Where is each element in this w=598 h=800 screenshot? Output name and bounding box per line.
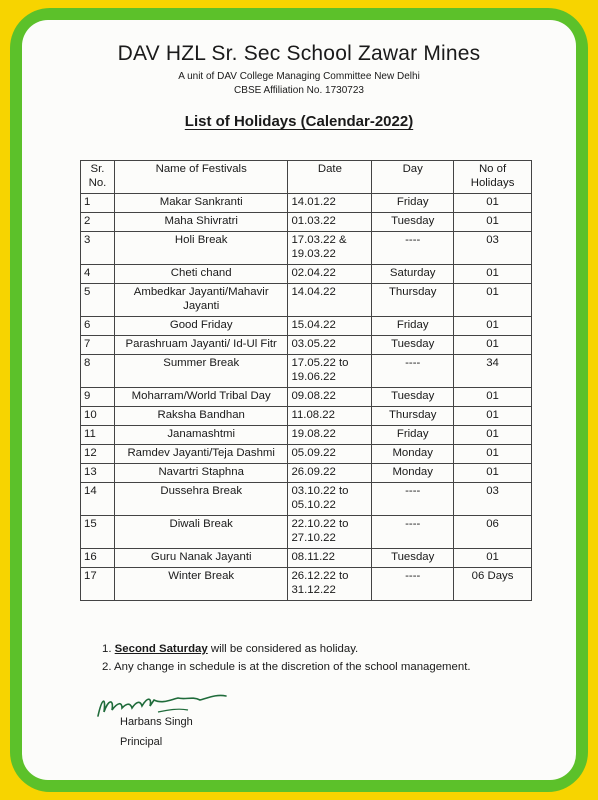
cell-sr-no: 8 [81, 355, 115, 388]
cell-day: Saturday [372, 265, 454, 284]
table-row [81, 549, 532, 568]
table-row [81, 516, 532, 549]
cell-holiday-count: 01 [454, 445, 532, 464]
cell-date: 17.03.22 & 19.03.22 [288, 232, 372, 265]
header-festival-name: Name of Festivals [114, 161, 288, 194]
cell-day: Monday [372, 464, 454, 483]
cell-date: 05.09.22 [288, 445, 372, 464]
cell-holiday-count: 03 [454, 232, 532, 265]
cell-holiday-count: 01 [454, 388, 532, 407]
cell-festival-name: Moharram/World Tribal Day [114, 388, 288, 407]
cell-date: 26.12.22 to 31.12.22 [288, 568, 372, 601]
table-row [81, 407, 532, 426]
cell-date: 14.01.22 [288, 194, 372, 213]
cell-day: Friday [372, 426, 454, 445]
cell-festival-name: Cheti chand [114, 265, 288, 284]
cell-sr-no: 5 [81, 284, 115, 317]
table-row [81, 317, 532, 336]
cell-holiday-count: 06 [454, 516, 532, 549]
cell-sr-no: 16 [81, 549, 115, 568]
cell-day: ---- [372, 516, 454, 549]
cell-festival-name: Dussehra Break [114, 483, 288, 516]
cell-day: Friday [372, 317, 454, 336]
cell-day: Tuesday [372, 549, 454, 568]
cell-holiday-count: 01 [454, 407, 532, 426]
table-row [81, 355, 532, 388]
unit-line: A unit of DAV College Managing Committee New Delhi [178, 71, 420, 82]
cell-day: Tuesday [372, 336, 454, 355]
cell-holiday-count: 01 [454, 317, 532, 336]
document-page [22, 20, 576, 780]
cell-holiday-count: 01 [454, 426, 532, 445]
document-title: List of Holidays (Calendar-2022) [184, 113, 414, 130]
cell-date: 03.10.22 to 05.10.22 [288, 483, 372, 516]
note-2: 2. Any change in schedule is at the discretion of the school management. [102, 661, 471, 673]
cell-festival-name: Ambedkar Jayanti/Mahavir Jayanti [114, 284, 288, 317]
cell-sr-no: 10 [81, 407, 115, 426]
cell-day: Thursday [372, 407, 454, 426]
cell-festival-name: Maha Shivratri [114, 213, 288, 232]
header-sr-no: Sr. No. [81, 161, 115, 194]
cell-festival-name: Guru Nanak Jayanti [114, 549, 288, 568]
note-1: 1. Second Saturday will be considered as holiday. [102, 643, 359, 655]
holiday-table [80, 160, 532, 601]
table-row [81, 464, 532, 483]
cell-festival-name: Diwali Break [114, 516, 288, 549]
cell-day: ---- [372, 483, 454, 516]
cell-day: ---- [372, 568, 454, 601]
header-day: Day [372, 161, 454, 194]
table-header-row [81, 161, 532, 194]
cell-festival-name: Janamashtmi [114, 426, 288, 445]
table-row [81, 336, 532, 355]
signatory-title: Principal [120, 736, 163, 748]
cell-festival-name: Good Friday [114, 317, 288, 336]
cell-holiday-count: 01 [454, 284, 532, 317]
cell-sr-no: 9 [81, 388, 115, 407]
cell-date: 15.04.22 [288, 317, 372, 336]
cell-festival-name: Winter Break [114, 568, 288, 601]
cell-festival-name: Makar Sankranti [114, 194, 288, 213]
notes [102, 643, 471, 679]
cell-holiday-count: 03 [454, 483, 532, 516]
table-row [81, 388, 532, 407]
cell-day: ---- [372, 232, 454, 265]
header-date: Date [288, 161, 372, 194]
cell-festival-name: Summer Break [114, 355, 288, 388]
cell-sr-no: 17 [81, 568, 115, 601]
cell-day: Monday [372, 445, 454, 464]
cell-day: Tuesday [372, 213, 454, 232]
cell-holiday-count: 06 Days [454, 568, 532, 601]
cell-sr-no: 3 [81, 232, 115, 265]
cell-holiday-count: 34 [454, 355, 532, 388]
cell-day: ---- [372, 355, 454, 388]
cell-sr-no: 7 [81, 336, 115, 355]
cell-festival-name: Ramdev Jayanti/Teja Dashmi [114, 445, 288, 464]
table-row [81, 445, 532, 464]
cell-date: 02.04.22 [288, 265, 372, 284]
cell-date: 17.05.22 to 19.06.22 [288, 355, 372, 388]
cell-date: 14.04.22 [288, 284, 372, 317]
cell-day: Thursday [372, 284, 454, 317]
cell-sr-no: 6 [81, 317, 115, 336]
cell-holiday-count: 01 [454, 194, 532, 213]
cell-sr-no: 2 [81, 213, 115, 232]
cell-date: 26.09.22 [288, 464, 372, 483]
cell-holiday-count: 01 [454, 213, 532, 232]
cell-date: 01.03.22 [288, 213, 372, 232]
signatory-name: Harbans Singh [120, 716, 193, 728]
cell-sr-no: 4 [81, 265, 115, 284]
table-row [81, 265, 532, 284]
cell-festival-name: Raksha Bandhan [114, 407, 288, 426]
cell-sr-no: 14 [81, 483, 115, 516]
cell-date: 11.08.22 [288, 407, 372, 426]
table-row [81, 194, 532, 213]
cell-sr-no: 15 [81, 516, 115, 549]
cell-holiday-count: 01 [454, 336, 532, 355]
cell-day: Friday [372, 194, 454, 213]
cell-sr-no: 12 [81, 445, 115, 464]
cell-day: Tuesday [372, 388, 454, 407]
table-row [81, 426, 532, 445]
cell-holiday-count: 01 [454, 265, 532, 284]
cell-date: 03.05.22 [288, 336, 372, 355]
cell-sr-no: 11 [81, 426, 115, 445]
cell-date: 08.11.22 [288, 549, 372, 568]
cell-festival-name: Holi Break [114, 232, 288, 265]
table-row [81, 213, 532, 232]
cell-sr-no: 1 [81, 194, 115, 213]
table-row [81, 483, 532, 516]
affiliation-line: CBSE Affiliation No. 1730723 [234, 85, 364, 96]
cell-festival-name: Navartri Staphna [114, 464, 288, 483]
cell-date: 19.08.22 [288, 426, 372, 445]
school-name: DAV HZL Sr. Sec School Zawar Mines [117, 42, 481, 65]
table-row [81, 232, 532, 265]
cell-date: 22.10.22 to 27.10.22 [288, 516, 372, 549]
table-row [81, 284, 532, 317]
header-holiday-count: No of Holidays [454, 161, 532, 194]
cell-festival-name: Parashruam Jayanti/ Id-Ul Fitr [114, 336, 288, 355]
cell-holiday-count: 01 [454, 464, 532, 483]
table-row [81, 568, 532, 601]
cell-sr-no: 13 [81, 464, 115, 483]
cell-date: 09.08.22 [288, 388, 372, 407]
cell-holiday-count: 01 [454, 549, 532, 568]
